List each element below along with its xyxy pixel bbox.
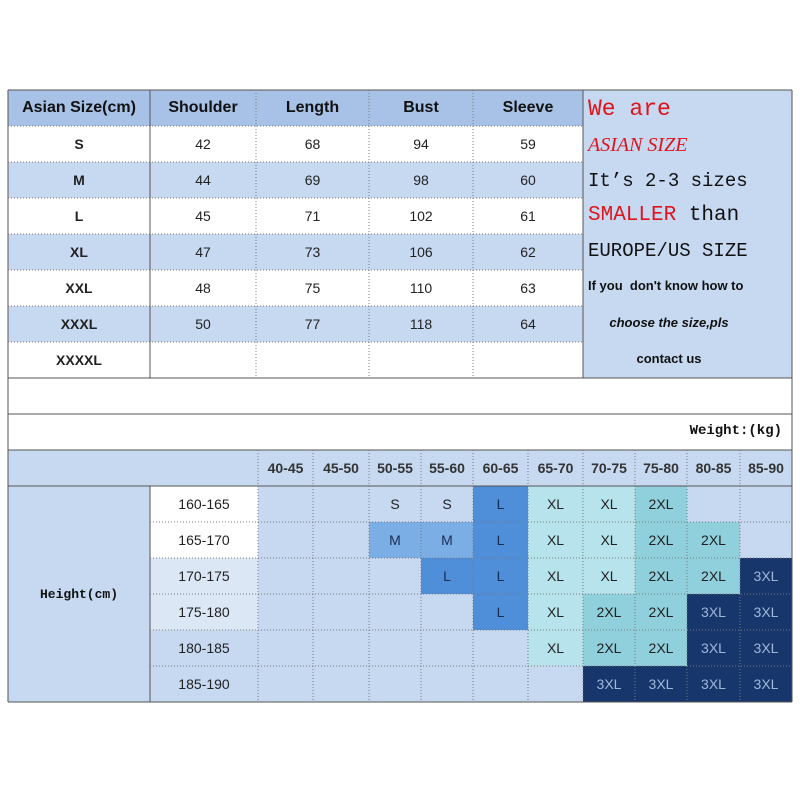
height-range-label: 160-165 [150,486,258,522]
height-range-label: 175-180 [150,594,258,630]
length-cell: 69 [256,162,369,198]
notice-line-sizes: It’s 2-3 sizes [588,170,748,192]
weight-range-header: 60-65 [473,450,528,486]
length-cell: 73 [256,234,369,270]
size-cell: M [8,162,150,198]
size-cell-3xl: 3XL [740,594,792,630]
header-sleeve: Sleeve [473,90,583,126]
size-cell-s: S [421,486,473,522]
size-cell-xl: XL [528,558,583,594]
weight-range-header: 55-60 [421,450,473,486]
size-cell-xl: XL [528,594,583,630]
shoulder-cell: 42 [150,126,256,162]
size-cell: S [8,126,150,162]
bust-cell: 106 [369,234,473,270]
size-cell-2xl: 2XL [687,558,740,594]
size-cell-xl: XL [528,522,583,558]
weight-range-header: 50-55 [369,450,421,486]
size-cell-3xl: 3XL [583,666,635,702]
size-cell-xl: XL [583,486,635,522]
height-range-label: 165-170 [150,522,258,558]
notice-line-if-you: If you don't know how to [588,278,744,293]
size-cell-xl: XL [583,522,635,558]
weight-range-header: 85-90 [740,450,792,486]
weight-range-header: 40-45 [258,450,313,486]
weight-range-header: 45-50 [313,450,369,486]
notice-line-contact: contact us [636,351,702,366]
size-cell-xl: XL [528,630,583,666]
height-range-label: 185-190 [150,666,258,702]
height-range-label: 180-185 [150,630,258,666]
length-cell: 75 [256,270,369,306]
bust-cell: 102 [369,198,473,234]
sleeve-cell: 64 [473,306,583,342]
header-asian-size: Asian Size(cm) [8,90,150,126]
size-cell-l: L [473,558,528,594]
length-cell: 77 [256,306,369,342]
size-cell-l: L [473,486,528,522]
header-shoulder: Shoulder [150,90,256,126]
notice-line-choose: choose the size,pls [609,315,729,330]
height-label: Height(cm) [39,586,118,602]
weight-range-header: 75-80 [635,450,687,486]
shoulder-cell: 47 [150,234,256,270]
weight-range-header: 65-70 [528,450,583,486]
weight-label: Weight:(kg) [689,423,782,439]
length-cell: 71 [256,198,369,234]
sleeve-cell: 62 [473,234,583,270]
size-cell-2xl: 2XL [635,522,687,558]
length-cell: 68 [256,126,369,162]
size-cell-l: L [473,522,528,558]
weight-range-header: 80-85 [687,450,740,486]
shoulder-cell: 45 [150,198,256,234]
bust-cell: 98 [369,162,473,198]
size-cell: L [8,198,150,234]
size-cell-m: M [421,522,473,558]
notice-line-asian-size: ASIAN SIZE [588,134,688,156]
weight-range-header: 70-75 [583,450,635,486]
size-cell-2xl: 2XL [687,522,740,558]
bust-cell: 110 [369,270,473,306]
sleeve-cell: 59 [473,126,583,162]
bust-cell: 94 [369,126,473,162]
size-cell-3xl: 3XL [687,666,740,702]
header-length: Length [256,90,369,126]
size-cell-xl: XL [528,486,583,522]
size-cell-3xl: 3XL [740,666,792,702]
header-bust: Bust [369,90,473,126]
size-cell-2xl: 2XL [635,630,687,666]
size-cell-m: M [369,522,421,558]
size-cell: XXXL [8,306,150,342]
size-cell-3xl: 3XL [635,666,687,702]
sleeve-cell: 61 [473,198,583,234]
sleeve-cell: 60 [473,162,583,198]
size-cell: XL [8,234,150,270]
height-range-label: 170-175 [150,558,258,594]
size-cell-l: L [473,594,528,630]
notice-line-we-are: We are [588,96,671,122]
notice-smaller-word: SMALLER [588,204,677,227]
size-cell-2xl: 2XL [635,486,687,522]
size-cell: XXXXL [8,342,150,378]
size-cell-2xl: 2XL [635,594,687,630]
shoulder-cell: 50 [150,306,256,342]
size-cell-3xl: 3XL [687,630,740,666]
size-cell: XXL [8,270,150,306]
size-cell-s: S [369,486,421,522]
shoulder-cell: 44 [150,162,256,198]
size-cell-2xl: 2XL [635,558,687,594]
size-cell-xl: XL [583,558,635,594]
size-cell-2xl: 2XL [583,594,635,630]
sleeve-cell: 63 [473,270,583,306]
size-cell-3xl: 3XL [740,558,792,594]
size-cell-l: L [421,558,473,594]
size-cell-3xl: 3XL [740,630,792,666]
bust-cell: 118 [369,306,473,342]
shoulder-cell: 48 [150,270,256,306]
notice-line-europe-us: EUROPE/US SIZE [588,240,748,262]
notice-than-word: than [676,204,740,227]
size-cell-3xl: 3XL [687,594,740,630]
size-cell-2xl: 2XL [583,630,635,666]
